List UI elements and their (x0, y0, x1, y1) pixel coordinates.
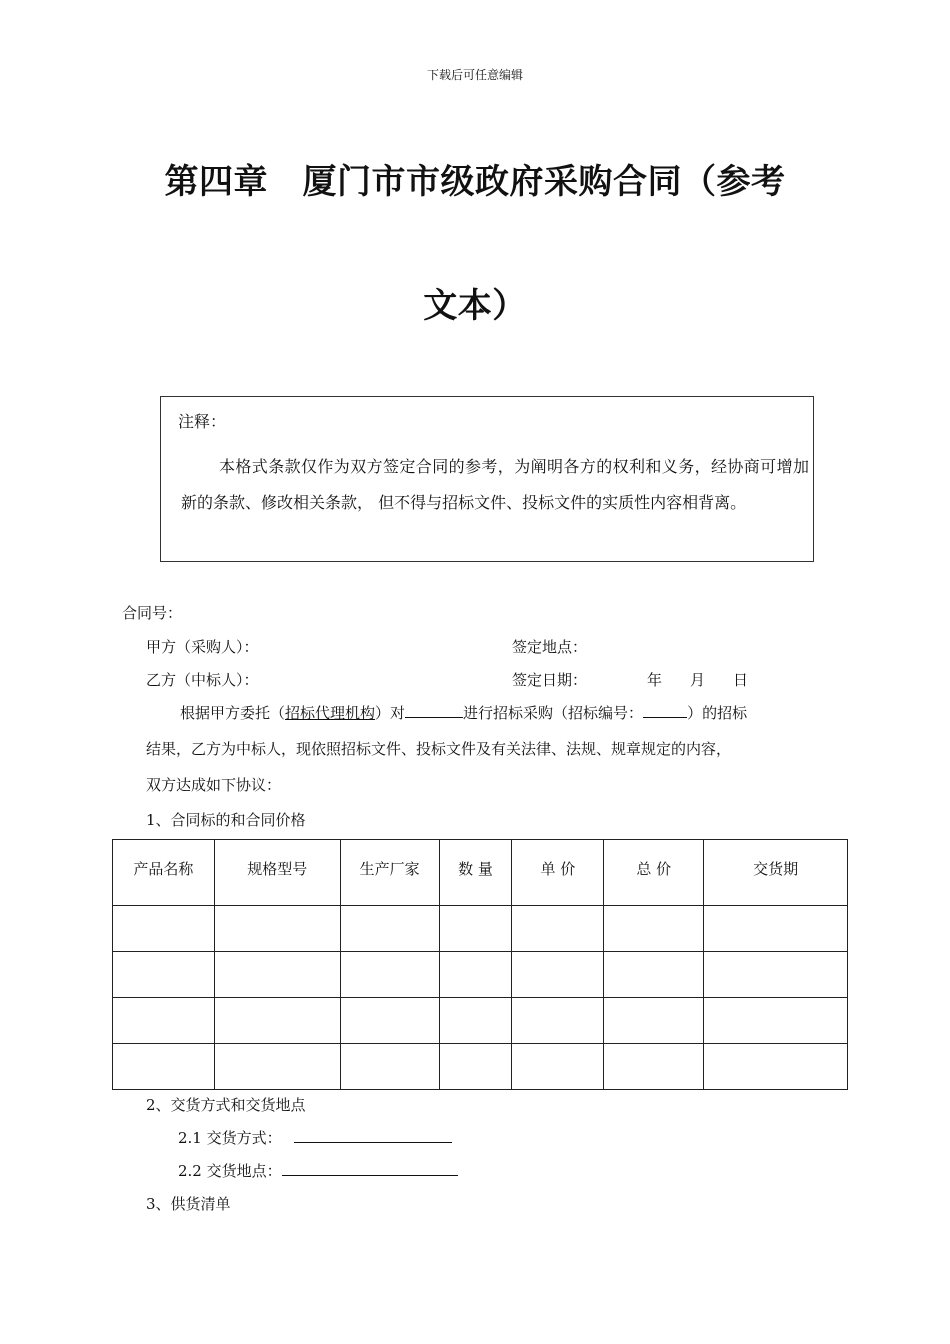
document-title-line2: 文本） (423, 286, 527, 326)
intro-part3: 进行招标采购（招标编号： (463, 704, 644, 722)
section3-title: 3、供货清单 (146, 1195, 231, 1213)
header-delivery-period: 交货期 (704, 840, 848, 906)
header-quantity: 数 量 (439, 840, 512, 906)
table-cell (512, 906, 604, 952)
contract-number-label: 合同号： (122, 604, 183, 622)
delivery-place-line (178, 1160, 458, 1181)
annotation-label: 注释： (178, 412, 227, 431)
table-cell (340, 998, 439, 1044)
table-cell (340, 1044, 439, 1090)
table-cell (704, 1044, 848, 1090)
party-b-label: 乙方（中标人）： (146, 671, 259, 689)
delivery-method-label: 2.1 交货方式： (178, 1129, 282, 1147)
table-cell (604, 952, 704, 998)
table-cell (113, 906, 215, 952)
header-spec-model: 规格型号 (214, 840, 340, 906)
delivery-method-blank (294, 1128, 452, 1143)
agency-link: 招标代理机构 (285, 704, 376, 722)
table-cell (512, 1044, 604, 1090)
annotation-text: 本格式条款仅作为双方签定合同的参考，为阐明各方的权利和义务，经协商可增加新的条款、修改相关条款， 但不得与招标文件、投标文件的实质性内容相背离。 (181, 457, 809, 512)
table-cell (439, 1044, 512, 1090)
table-cell (512, 998, 604, 1044)
intro-part2: ）对 (375, 704, 406, 722)
table-cell (214, 952, 340, 998)
table-row (113, 1044, 848, 1090)
intro-part1: 根据甲方委托（ (180, 704, 286, 722)
sign-date-day: 日 (733, 671, 749, 689)
table-cell (439, 952, 512, 998)
table-cell (214, 998, 340, 1044)
sign-date-label: 签定日期： (512, 671, 588, 689)
section2-title: 2、交货方式和交货地点 (146, 1096, 306, 1114)
intro-line3: 双方达成如下协议： (146, 776, 282, 794)
table-row (113, 998, 848, 1044)
table-cell (704, 906, 848, 952)
table-cell (214, 906, 340, 952)
intro-part4: ）的招标 (687, 704, 748, 722)
table-row (113, 952, 848, 998)
table-cell (512, 952, 604, 998)
delivery-place-blank (282, 1161, 458, 1176)
table-header-row (113, 840, 848, 906)
table-cell (113, 1044, 215, 1090)
table-cell (439, 906, 512, 952)
table-cell (113, 952, 215, 998)
intro-line1 (180, 702, 747, 723)
table-cell (704, 952, 848, 998)
table-cell (113, 998, 215, 1044)
table-cell (340, 952, 439, 998)
sign-date-year: 年 (647, 671, 663, 689)
document-title-line1: 第四章 厦门市市级政府采购合同（参考 (164, 162, 786, 202)
header-total-price: 总 价 (604, 840, 704, 906)
sign-place-label: 签定地点： (512, 638, 588, 656)
intro-line2: 结果，乙方为中标人，现依照招标文件、投标文件及有关法律、法规、规章规定的内容， (146, 740, 732, 758)
delivery-method-line (178, 1127, 452, 1148)
delivery-place-label: 2.2 交货地点： (178, 1162, 282, 1180)
table-cell (604, 998, 704, 1044)
items-table (112, 839, 848, 1090)
table-row (113, 906, 848, 952)
table-cell (340, 906, 439, 952)
party-a-label: 甲方（采购人）： (146, 638, 259, 656)
header-product-name: 产品名称 (113, 840, 215, 906)
project-name-blank (405, 703, 463, 718)
table-cell (214, 1044, 340, 1090)
table-cell (604, 1044, 704, 1090)
table-cell (439, 998, 512, 1044)
header-manufacturer: 生产厂家 (340, 840, 439, 906)
annotation-box (160, 396, 814, 562)
section1-title: 1、合同标的和合同价格 (146, 811, 306, 829)
table-cell (704, 998, 848, 1044)
table-cell (604, 906, 704, 952)
header-unit-price: 单 价 (512, 840, 604, 906)
page-header-note: 下载后可任意编辑 (426, 68, 523, 82)
sign-date-month: 月 (690, 671, 706, 689)
tender-number-blank (643, 703, 687, 718)
